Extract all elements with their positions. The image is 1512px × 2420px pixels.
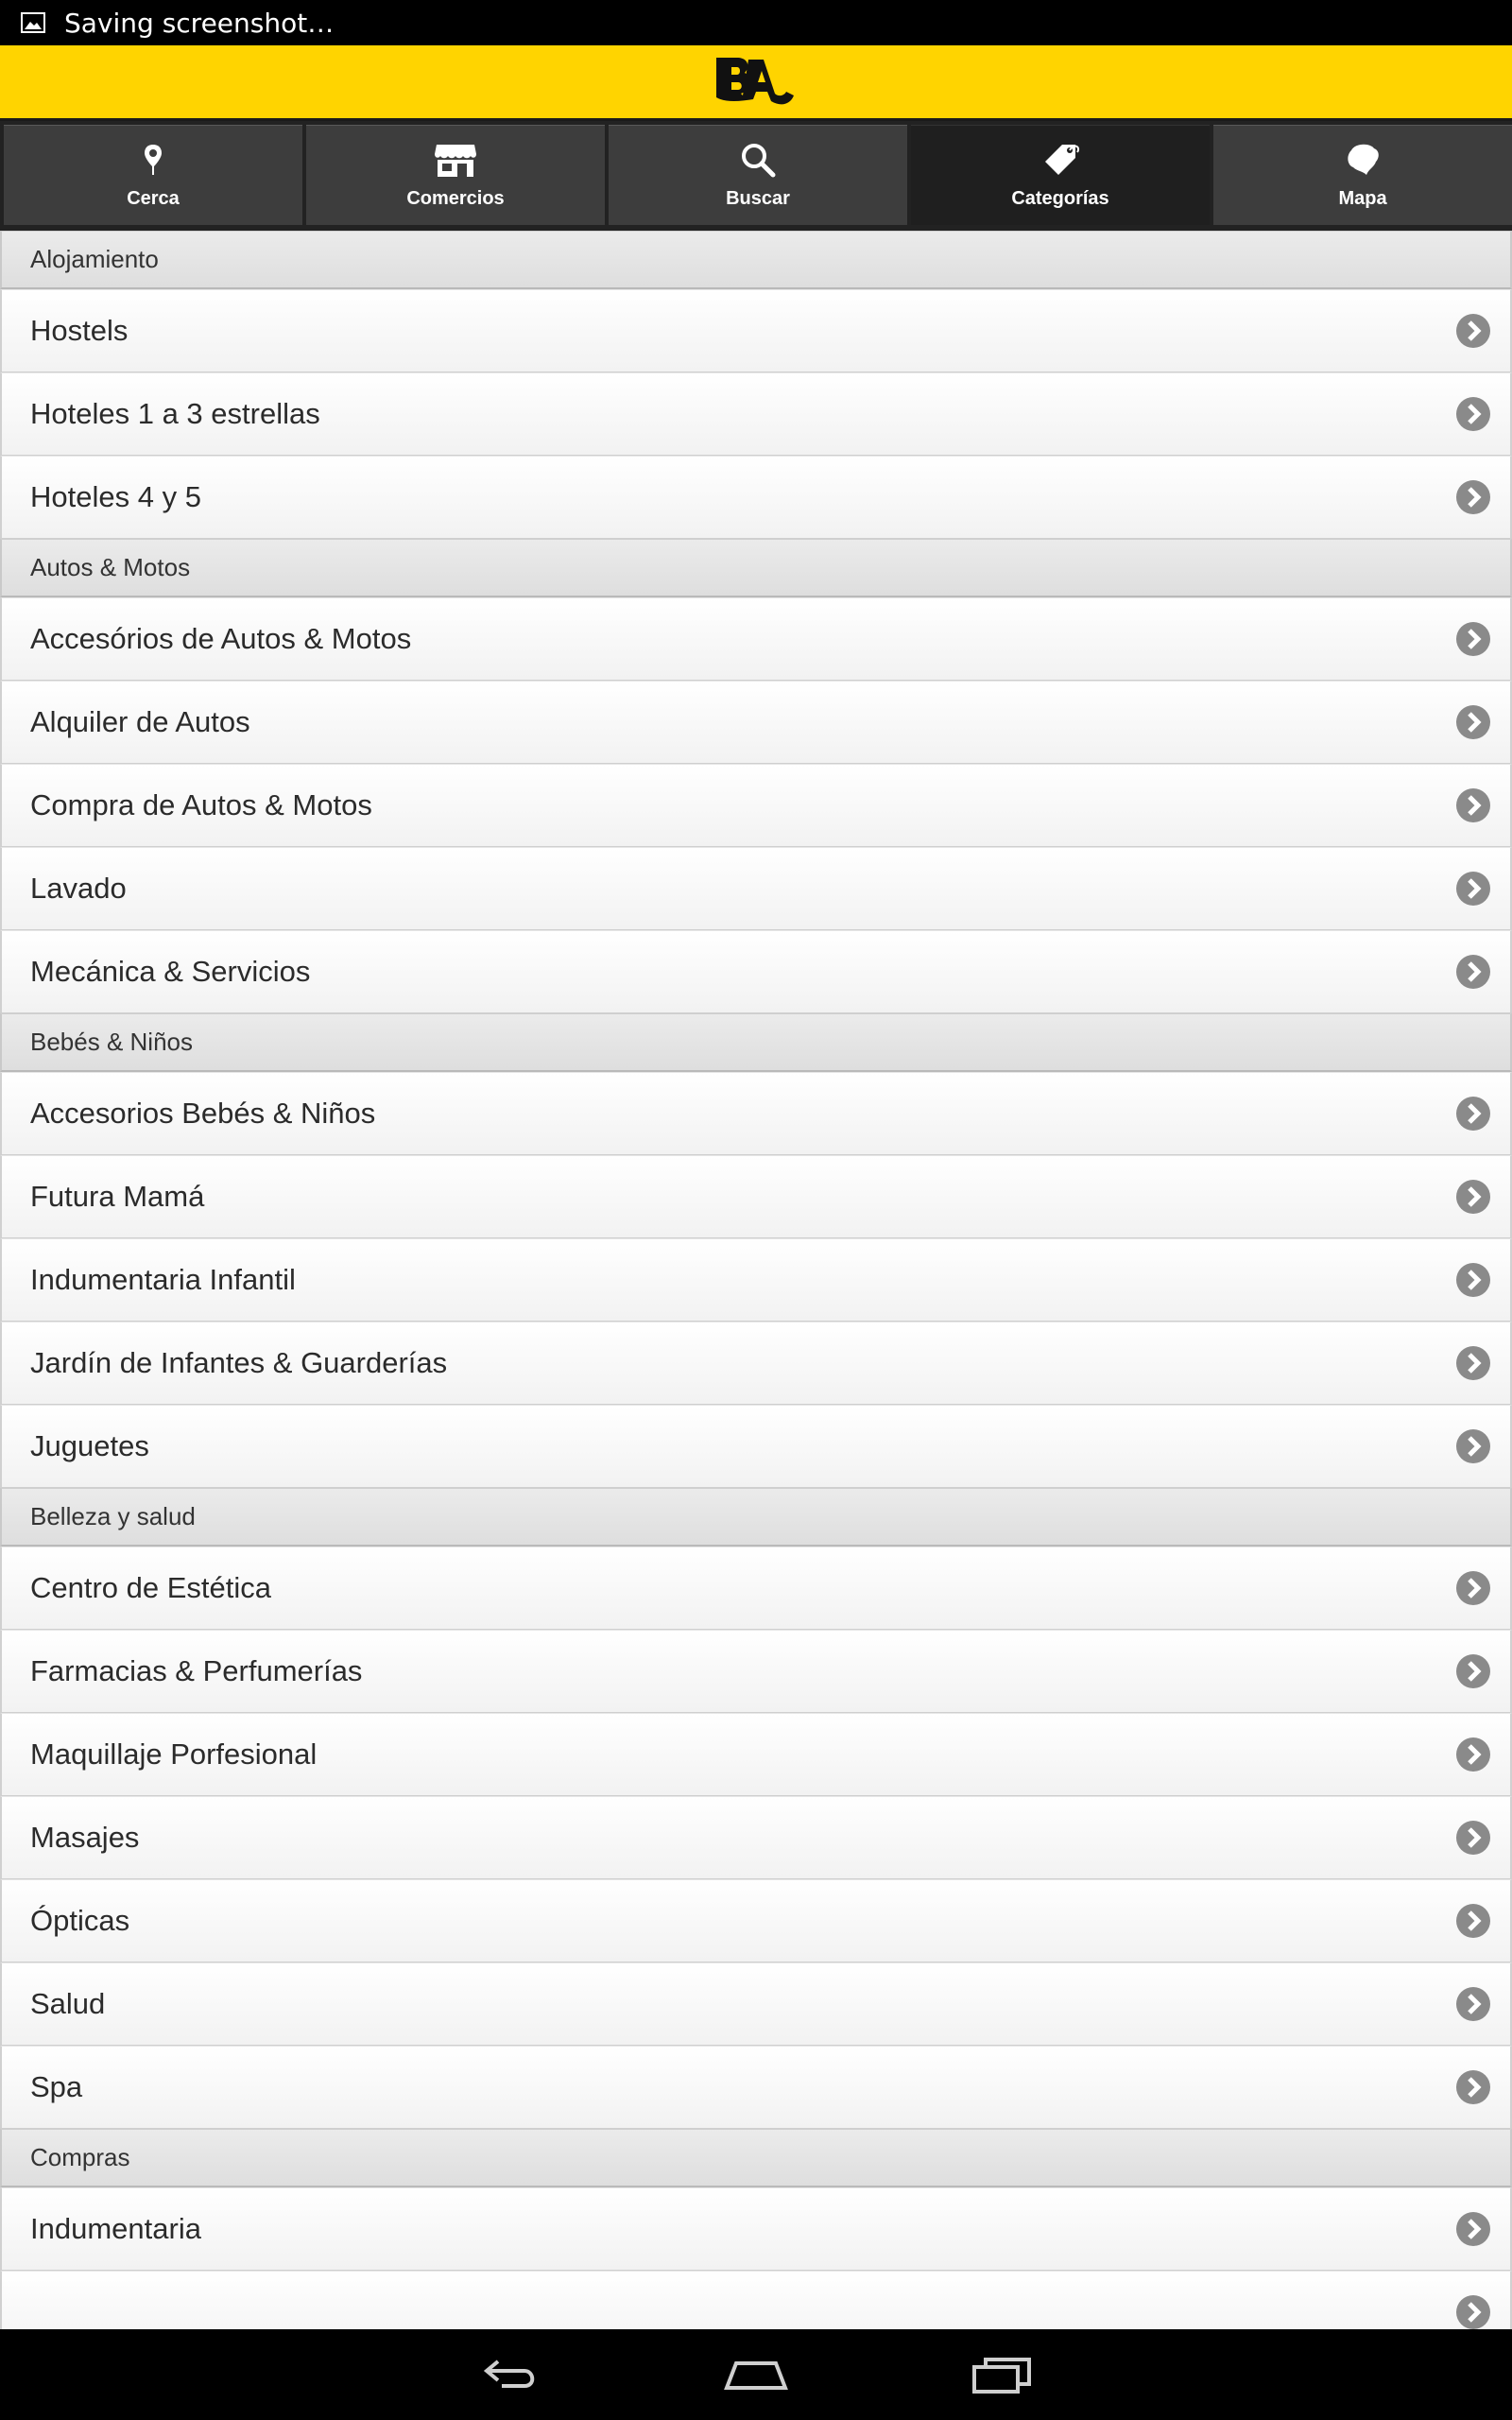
chevron-right-icon xyxy=(1455,954,1491,990)
section-title: Alojamiento xyxy=(30,245,159,273)
recent-apps-button[interactable] xyxy=(907,2329,1096,2420)
section-header xyxy=(0,1013,1512,1072)
section-header xyxy=(0,1488,1512,1547)
item-label: Farmacias & Perfumerías xyxy=(30,1654,363,1687)
item-label: Centro de Estética xyxy=(30,1571,272,1604)
section-title: Compras xyxy=(30,2143,130,2171)
list-item[interactable] xyxy=(0,1547,1512,1630)
item-label: Ópticas xyxy=(30,1904,130,1937)
section-title: Autos & Motos xyxy=(30,553,191,581)
tab-label: Buscar xyxy=(726,188,790,209)
item-label: Spa xyxy=(30,2070,83,2103)
chevron-right-icon xyxy=(1455,396,1491,432)
tab-label: Cerca xyxy=(127,188,180,209)
tab-categorias[interactable] xyxy=(911,125,1210,225)
list-item[interactable] xyxy=(0,1238,1512,1322)
list-item[interactable] xyxy=(0,372,1512,456)
storefront-icon xyxy=(435,141,476,179)
item-label: Mecánica & Servicios xyxy=(30,955,311,988)
list-item[interactable] xyxy=(0,1796,1512,1879)
item-label: Salud xyxy=(30,1987,106,2020)
tab-mapa[interactable] xyxy=(1213,125,1512,225)
item-label: Compra de Autos & Motos xyxy=(30,788,372,821)
item-label: Maquillaje Porfesional xyxy=(30,1737,318,1771)
chevron-right-icon xyxy=(1455,621,1491,657)
chevron-right-icon xyxy=(1455,1179,1491,1215)
back-icon xyxy=(477,2354,543,2395)
list-item[interactable] xyxy=(0,930,1512,1013)
list-item[interactable] xyxy=(0,2046,1512,2129)
item-label: Masajes xyxy=(30,1821,140,1854)
chevron-right-icon xyxy=(1455,2069,1491,2105)
tab-buscar[interactable] xyxy=(609,125,907,225)
section-header xyxy=(0,539,1512,597)
status-bar xyxy=(0,0,1512,45)
item-label: Accesorios Bebés & Niños xyxy=(30,1097,376,1130)
item-label: Juguetes xyxy=(30,1429,149,1462)
chevron-right-icon xyxy=(1455,1653,1491,1689)
section-title: Belleza y salud xyxy=(30,1502,196,1530)
item-label: Hostels xyxy=(30,314,129,347)
item-label: Alquiler de Autos xyxy=(30,705,250,738)
chevron-right-icon xyxy=(1455,2294,1491,2329)
chevron-right-icon xyxy=(1455,1345,1491,1381)
item-label: Futura Mamá xyxy=(30,1180,205,1213)
section-header xyxy=(0,231,1512,289)
recent-apps-icon xyxy=(969,2354,1035,2395)
chevron-right-icon xyxy=(1455,479,1491,515)
chevron-right-icon xyxy=(1455,1903,1491,1939)
chevron-right-icon xyxy=(1455,1986,1491,2022)
item-label: Lavado xyxy=(30,872,127,905)
list-item[interactable] xyxy=(0,1322,1512,1405)
search-icon xyxy=(737,141,779,179)
list-item[interactable] xyxy=(0,1072,1512,1155)
item-label: Hoteles 1 a 3 estrellas xyxy=(30,397,320,430)
chevron-right-icon xyxy=(1455,2211,1491,2247)
list-item[interactable] xyxy=(0,681,1512,764)
image-icon xyxy=(21,12,45,33)
tab-cerca[interactable] xyxy=(4,125,302,225)
list-item[interactable] xyxy=(0,1405,1512,1488)
system-nav-bar xyxy=(0,2329,1512,2420)
tab-label: Mapa xyxy=(1338,188,1387,209)
tab-comercios[interactable] xyxy=(306,125,605,225)
home-button[interactable] xyxy=(662,2329,850,2420)
section-title: Bebés & Niños xyxy=(30,1028,193,1056)
list-item[interactable] xyxy=(0,2271,1512,2329)
chevron-right-icon xyxy=(1455,787,1491,823)
chevron-right-icon xyxy=(1455,1262,1491,1298)
list-item[interactable] xyxy=(0,2187,1512,2271)
list-item[interactable] xyxy=(0,597,1512,681)
list-item[interactable] xyxy=(0,764,1512,847)
item-label: Accesórios de Autos & Motos xyxy=(30,622,412,655)
item-label: Hoteles 4 y 5 xyxy=(30,480,201,513)
chevron-right-icon xyxy=(1455,313,1491,349)
list-item[interactable] xyxy=(0,1962,1512,2046)
list-item[interactable] xyxy=(0,456,1512,539)
category-list xyxy=(0,231,1512,2329)
list-item[interactable] xyxy=(0,1713,1512,1796)
status-text: Saving screenshot… xyxy=(64,7,335,39)
list-item[interactable] xyxy=(0,1630,1512,1713)
chevron-right-icon xyxy=(1455,871,1491,907)
item-label: Indumentaria xyxy=(30,2212,201,2245)
tab-label: Comercios xyxy=(406,188,505,209)
item-label: Indumentaria Infantil xyxy=(30,1263,296,1296)
section-header xyxy=(0,2129,1512,2187)
list-item[interactable] xyxy=(0,1155,1512,1238)
map-icon xyxy=(1342,141,1383,179)
chevron-right-icon xyxy=(1455,1428,1491,1464)
map-pin-icon xyxy=(132,141,174,179)
chevron-right-icon xyxy=(1455,1737,1491,1772)
chevron-right-icon xyxy=(1455,1820,1491,1856)
back-button[interactable] xyxy=(416,2329,605,2420)
list-item[interactable] xyxy=(0,289,1512,372)
tab-label: Categorías xyxy=(1011,188,1109,209)
app-header xyxy=(0,45,1512,121)
list-item[interactable] xyxy=(0,847,1512,930)
ba-logo xyxy=(713,54,799,111)
tag-icon xyxy=(1040,141,1081,179)
home-icon xyxy=(723,2354,789,2395)
chevron-right-icon xyxy=(1455,704,1491,740)
item-label: Jardín de Infantes & Guarderías xyxy=(30,1346,448,1379)
chevron-right-icon xyxy=(1455,1096,1491,1132)
chevron-right-icon xyxy=(1455,1570,1491,1606)
tab-bar xyxy=(0,121,1512,231)
list-item[interactable] xyxy=(0,1879,1512,1962)
